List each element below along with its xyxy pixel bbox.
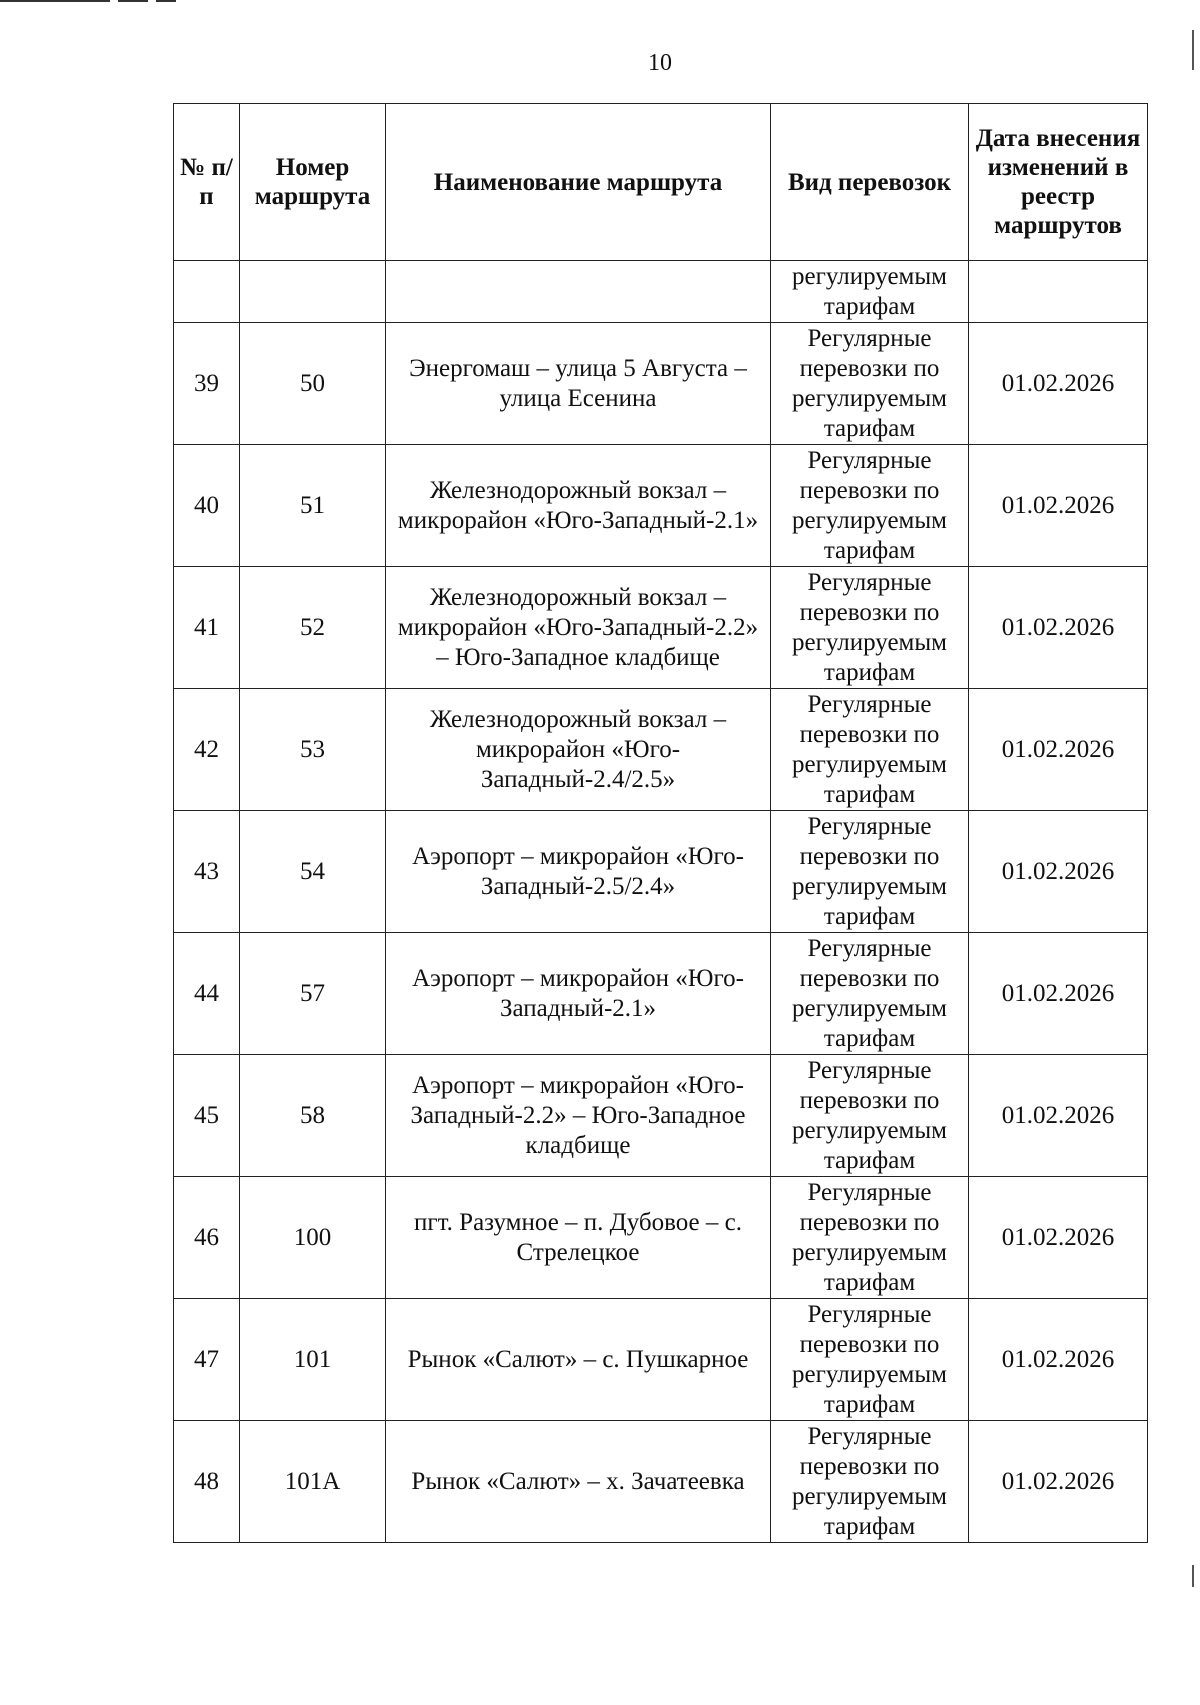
cell-route-number: 101А (240, 1421, 386, 1543)
cell-change-date: 01.02.2026 (969, 323, 1148, 445)
cell-transport-type: Регулярные перевозки по регулируемым тарифам (771, 933, 969, 1055)
page-number: 10 (648, 50, 672, 76)
scan-artifact-right-lower (1192, 1565, 1194, 1587)
cell-route-number: 51 (240, 445, 386, 567)
cell-change-date (969, 261, 1148, 323)
cell-route-name: Аэропорт – микрорайон «Юго-Западный-2.2» – Юго-Западное кладбище (386, 1055, 771, 1177)
cell-change-date: 01.02.2026 (969, 811, 1148, 933)
cell-route-number: 101 (240, 1299, 386, 1421)
cell-num: 45 (174, 1055, 240, 1177)
table-header-row (174, 104, 1148, 261)
cell-num: 46 (174, 1177, 240, 1299)
table-row (174, 689, 1148, 811)
cell-change-date: 01.02.2026 (969, 1299, 1148, 1421)
cell-route-name: Рынок «Салют» – с. Пушкарное (386, 1299, 771, 1421)
cell-transport-type: регулируемым тарифам (771, 261, 969, 323)
cell-transport-type: Регулярные перевозки по регулируемым тарифам (771, 811, 969, 933)
header-route-number: Номер маршрута (240, 104, 386, 261)
cell-route-number: 100 (240, 1177, 386, 1299)
cell-route-number (240, 261, 386, 323)
cell-num: 39 (174, 323, 240, 445)
cell-num: 44 (174, 933, 240, 1055)
cell-num: 43 (174, 811, 240, 933)
cell-change-date: 01.02.2026 (969, 1177, 1148, 1299)
table-row (174, 933, 1148, 1055)
cell-route-name (386, 261, 771, 323)
table-row (174, 1299, 1148, 1421)
header-change-date: Дата внесения изменений в реестр маршрутов (969, 104, 1148, 261)
table-row (174, 323, 1148, 445)
cell-route-name: пгт. Разумное – п. Дубовое – с. Стрелецкое (386, 1177, 771, 1299)
cell-route-number: 52 (240, 567, 386, 689)
table-row (174, 1055, 1148, 1177)
cell-transport-type: Регулярные перевозки по регулируемым тарифам (771, 445, 969, 567)
cell-num: 47 (174, 1299, 240, 1421)
cell-transport-type: Регулярные перевозки по регулируемым тарифам (771, 1421, 969, 1543)
table-row (174, 1177, 1148, 1299)
cell-num: 40 (174, 445, 240, 567)
cell-route-name: Аэропорт – микрорайон «Юго-Западный-2.5/2.4» (386, 811, 771, 933)
cell-route-number: 53 (240, 689, 386, 811)
cell-transport-type: Регулярные перевозки по регулируемым тарифам (771, 1055, 969, 1177)
cell-route-number: 58 (240, 1055, 386, 1177)
scan-artifact-top (0, 0, 180, 3)
cell-route-number: 57 (240, 933, 386, 1055)
cell-transport-type: Регулярные перевозки по регулируемым тарифам (771, 689, 969, 811)
cell-transport-type: Регулярные перевозки по регулируемым тарифам (771, 1299, 969, 1421)
cell-route-name: Аэропорт – микрорайон «Юго-Западный-2.1» (386, 933, 771, 1055)
cell-change-date: 01.02.2026 (969, 689, 1148, 811)
cell-change-date: 01.02.2026 (969, 567, 1148, 689)
cell-num (174, 261, 240, 323)
table-row (174, 445, 1148, 567)
cell-change-date: 01.02.2026 (969, 445, 1148, 567)
routes-table (173, 103, 1148, 1543)
table-row (174, 811, 1148, 933)
cell-change-date: 01.02.2026 (969, 1421, 1148, 1543)
table-row-continuation (174, 261, 1148, 323)
table-row (174, 1421, 1148, 1543)
cell-route-name: Железнодорожный вокзал – микрорайон «Юго-Западный-2.2» – Юго-Западное кладбище (386, 567, 771, 689)
cell-transport-type: Регулярные перевозки по регулируемым тарифам (771, 567, 969, 689)
cell-num: 41 (174, 567, 240, 689)
cell-change-date: 01.02.2026 (969, 933, 1148, 1055)
cell-route-name: Рынок «Салют» – х. Зачатеевка (386, 1421, 771, 1543)
cell-transport-type: Регулярные перевозки по регулируемым тарифам (771, 1177, 969, 1299)
header-transport-type: Вид перевозок (771, 104, 969, 261)
header-num: № п/п (174, 104, 240, 261)
cell-num: 42 (174, 689, 240, 811)
cell-num: 48 (174, 1421, 240, 1543)
header-route-name: Наименование маршрута (386, 104, 771, 261)
cell-route-name: Энергомаш – улица 5 Августа – улица Есенина (386, 323, 771, 445)
cell-route-number: 54 (240, 811, 386, 933)
cell-transport-type: Регулярные перевозки по регулируемым тарифам (771, 323, 969, 445)
cell-change-date: 01.02.2026 (969, 1055, 1148, 1177)
cell-route-name: Железнодорожный вокзал – микрорайон «Юго-Западный-2.1» (386, 445, 771, 567)
table-row (174, 567, 1148, 689)
cell-route-number: 50 (240, 323, 386, 445)
cell-route-name: Железнодорожный вокзал – микрорайон «Юго-Западный-2.4/2.5» (386, 689, 771, 811)
